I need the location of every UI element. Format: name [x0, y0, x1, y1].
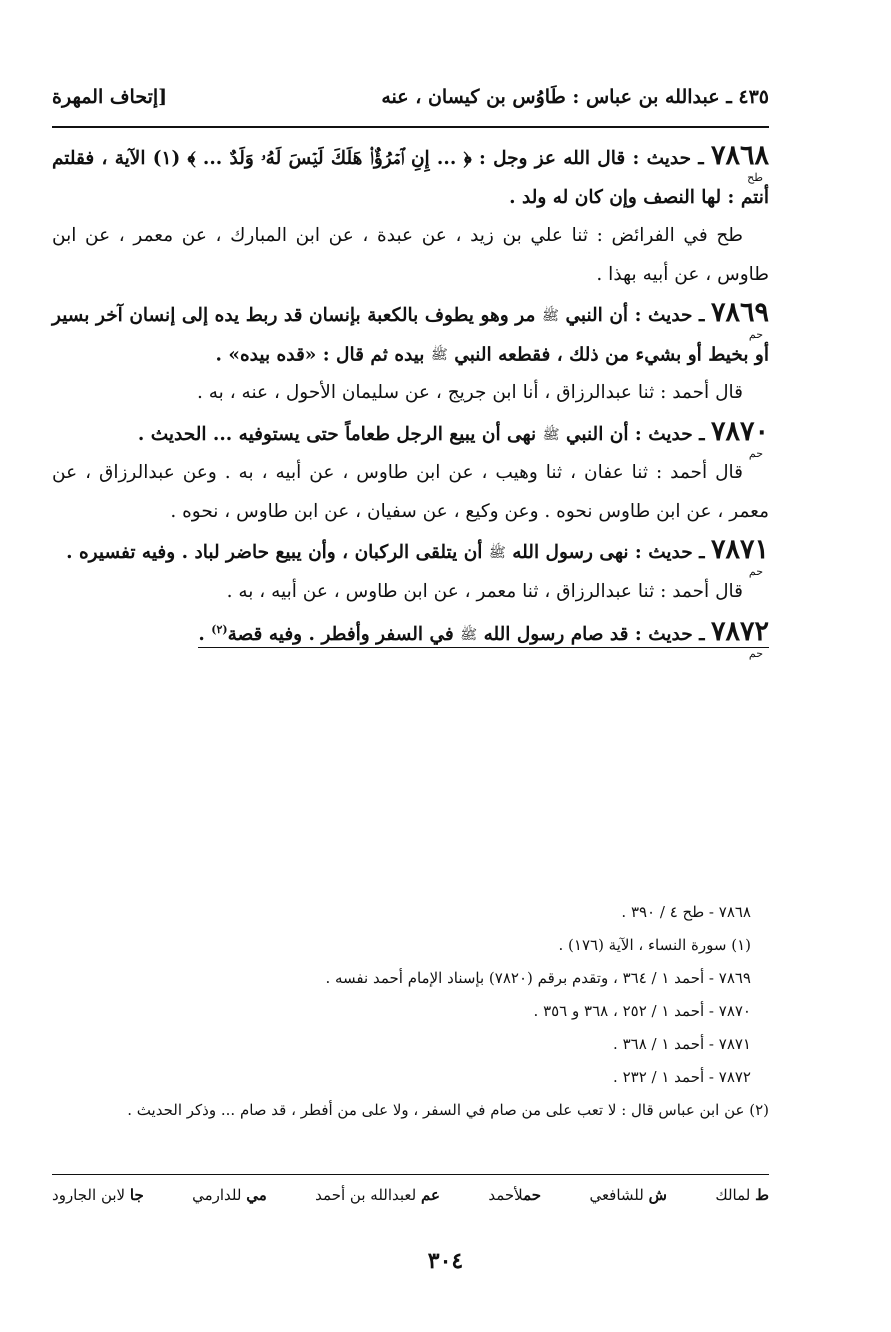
hadith-text-part: في السفر وأفطر . وفيه قصة — [227, 624, 454, 646]
source-code: حم — [748, 565, 763, 579]
hadith-source: طح في الفرائض : ثنا علي بن زيد ، عن عبدة ، عن ابن المبارك ، عن معمر ، عن ابن طاوس ، عن أبيه بهذا . — [52, 225, 769, 285]
source-code: حم — [748, 328, 764, 341]
footnote: ٧٨٧١ - أحمد ١ / ٣٦٨ . — [613, 1035, 751, 1053]
footnote: (٢) عن ابن عباس قال : لا تعب على من صام في السفر ، ولا على من أفطر ، قد صام ... وذكر الحديث . — [127, 1101, 769, 1119]
hadith-number: ٧٨٧٢ حم — [710, 616, 769, 661]
hadith-number: ٧٨٦٩ حم — [711, 297, 770, 341]
header-rule — [52, 126, 769, 128]
hadith-number: ٧٨٦٨ طح — [710, 140, 769, 184]
salla-symbol: ﷺ — [488, 545, 506, 561]
hadith-source: قال أحمد : ثنا عبدالرزاق ، ثنا معمر ، عن ابن طاوس ، عن أبيه ، به . — [226, 580, 743, 602]
source-code: حم — [748, 647, 763, 661]
hadith-7868 — [52, 137, 769, 217]
legend-item: مي للدارمي — [192, 1186, 267, 1204]
chapter-title: ٤٣٥ ـ عبدالله بن عباس : طَاوُس بن كيسان ، عنه — [381, 86, 769, 108]
footnote: ٧٨٦٩ - أحمد ١ / ٣٦٤ ، وتقدم برقم (٧٨٢٠) بإسناد الإمام أحمد نفسه . — [325, 969, 751, 987]
page-number: ٣٠٤ — [427, 1248, 464, 1274]
hadith-7871 — [52, 531, 769, 579]
hadith-last-line — [198, 616, 769, 661]
hadith-source: قال أحمد : ثنا عبدالرزاق ، أنا ابن جريج ، عن سليمان الأحول ، عنه ، به . — [197, 382, 743, 404]
running-header — [52, 80, 769, 114]
footnote: ٧٨٧٢ - أحمد ١ / ٢٣٢ . — [613, 1068, 751, 1086]
hadith-text-part: أن يتلقى الركبان ، وأن يبيع حاضر لباد . وفيه تفسيره . — [66, 542, 483, 564]
hadith-number: ٧٨٧٠ حم — [710, 415, 769, 460]
main-text — [52, 137, 770, 661]
legend-item: عم لعبدالله بن أحمد — [315, 1186, 440, 1204]
legend-item: جا لابن الجارود — [52, 1186, 144, 1204]
hadith-text-part: ـ حديث : أن النبي — [565, 305, 705, 326]
book-title: [إتحاف المهرة — [52, 86, 168, 108]
hadith-text-part: ـ حديث : أن النبي — [565, 423, 705, 445]
hadith-text-part: بيده ثم قال : «قده بيده» . — [215, 343, 425, 365]
legend-item: ش للشافعي — [589, 1186, 667, 1204]
hadith-source: قال أحمد : ثنا عفان ، ثنا وهيب ، عن ابن طاوس ، عن أبيه ، به . وعن عبدالرزاق ، عن معمر ، عن ابن طاوس نحوه . وعن وكيع ، عن سفيان ، عن ابن طاوس ، نحوه . — [52, 462, 769, 522]
footnote: ٧٨٧٠ - أحمد ١ / ٢٥٢ ، ٣٦٨ و ٣٥٦ . — [533, 1002, 751, 1020]
abbreviation-legend — [52, 1186, 769, 1204]
source-code: طح — [747, 171, 763, 184]
footnote: ٧٨٦٨ - طح ٤ / ٣٩٠ . — [621, 903, 751, 921]
footer-rule — [52, 1174, 769, 1175]
footnotes — [52, 896, 769, 1127]
hadith-7872 — [52, 611, 769, 661]
hadith-text-part: ـ حديث : نهى رسول الله — [512, 542, 705, 564]
footnote-mark: (٢) — [211, 623, 228, 637]
salla-symbol: ﷺ — [460, 627, 478, 644]
hadith-7869 — [52, 294, 769, 374]
hadith-text-part: . — [198, 624, 205, 646]
hadith-number: ٧٨٧١ حم — [710, 534, 769, 579]
hadith-7870 — [52, 413, 769, 460]
legend-item: ط لمالك — [715, 1186, 769, 1204]
hadith-text: ـ حديث : قال الله عز وجل : ﴿ ... إِنِ ٱمۡرُؤٌا۟ هَلَكَ لَيۡسَ لَهُۥ وَلَدٌ ... ﴾ (١) الآية ، فقلتم أنتم : لها النصف وإن كان له ولد . — [52, 148, 769, 208]
source-code: حم — [748, 446, 763, 460]
salla-symbol: ﷺ — [542, 426, 560, 443]
salla-symbol: ﷺ — [430, 346, 448, 363]
hadith-text-part: ـ حديث : قد صام رسول الله — [483, 624, 705, 646]
salla-symbol: ﷺ — [541, 307, 559, 324]
hadith-text-part: نهى أن يبيع الرجل طعاماً حتى يستوفيه ... الحديث . — [137, 423, 537, 445]
footnote: (١) سورة النساء ، الآية (١٧٦) . — [558, 936, 751, 954]
legend-item: حملأحمد — [488, 1186, 542, 1204]
hadith-text-part: مر وهو يطوف بالكعبة بإنسان قد ربط يده إلى إنسان آخر بسير أو بخيط أو بشيء من ذلك ، فقطعه النبي — [52, 305, 769, 365]
